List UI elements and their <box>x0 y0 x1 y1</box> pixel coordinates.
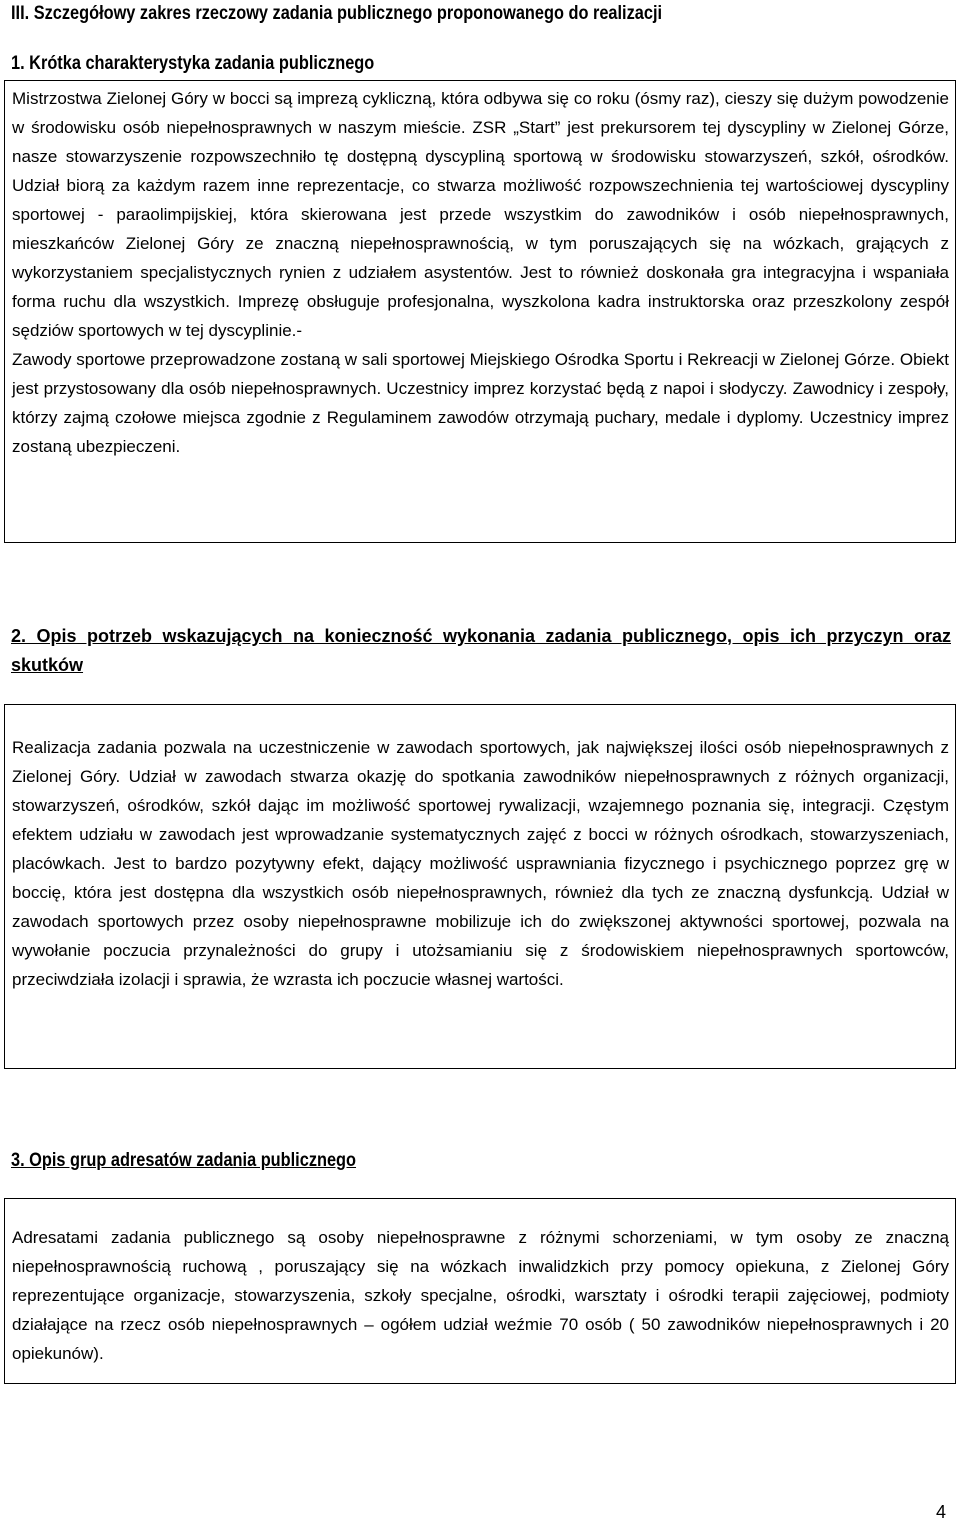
section-1-paragraph-2: Zawody sportowe przeprowadzone zostaną w sali sportowej Miejskiego Ośrodka Sportu i Rekreacji w Zielonej Górze. Obiekt jest przystosowany dla osób niepełnosprawnych. Uczestnicy imprez korzystać będą z napoi i słodyczy. Zawodnicy i zespoły, którzy zajmą czołowe miejsca zgodnie z Regulaminem zawodów otrzymają puchary, medale i dyplomy. Uczestnicy imprez zostaną ubezpieczeni. <box>12 350 949 456</box>
section-1-box <box>4 80 956 543</box>
section-2-paragraph-1: Realizacja zadania pozwala na uczestniczenie w zawodach sportowych, jak największej ilości osób niepełnosprawnych z Zielonej Góry. Udział w zawodach stwarza okazję do spotkania zawodników niepełnosprawnych z różnych organizacji, stowarzyszeń, ośrodków, szkół dając im możliwość sportowej rywalizacji, wzajemnego poznania się, integracji. Częstym efektem udziału w zawodach jest wprowadzanie systematycznych zajęć z bocci w różnych ośrodkach, stowarzyszeniach, placówkach. Jest to bardzo pozytywny efekt, dający możliwość usprawniania fizycznego i psychicznego poprzez grę w boccię, która jest dostępna dla wszystkich osób niepełnosprawnych, również dla tych ze znaczną dysfunkcją. Udział w zawodach sportowych przez osoby niepełnosprawne mobilizuje ich do zwiększonej aktywności sportowej, pozwala na wywołanie poczucia przynależności do grupy i utożsamianiu się z środowiskiem niepełnosprawnych sportowców, przeciwdziała izolacji i sprawia, że wzrasta ich poczucie własnej wartości. <box>12 738 949 989</box>
section-2-title: 2. Opis potrzeb wskazujących na konieczność wykonania zadania publicznego, opis ich przyczyn oraz skutków <box>11 626 951 675</box>
section-2-box <box>4 704 956 1069</box>
section-3-paragraph-1: Adresatami zadania publicznego są osoby niepełnosprawne z różnymi schorzeniami, w tym osoby ze znaczną niepełnosprawnością ruchową , poruszający się na wózkach inwalidzkich przy pomocy opiekuna, z Zielonej Góry reprezentujące organizacje, stowarzyszenia, szkoły specjalne, ośrodki, warsztaty i ośrodki terapii zajęciowej, podmioty działające na rzecz osób niepełnosprawnych – ogółem udział weźmie 70 osób ( 50 zawodników niepełnosprawnych i 20 opiekunów). <box>12 1228 949 1363</box>
page-number: 4 <box>935 1502 946 1522</box>
section-3-title: 3. Opis grup adresatów zadania publicznego <box>11 1150 357 1171</box>
section-3-box <box>4 1198 956 1384</box>
section-1-title: 1. Krótka charakterystyka zadania publicznego <box>11 53 375 74</box>
section-1-paragraph-1: Mistrzostwa Zielonej Góry w bocci są imprezą cykliczną, która odbywa się co roku (ósmy raz), cieszy się dużym powodzenie w środowisku osób niepełnosprawnych w naszym mieście. ZSR „Start” jest prekursorem tej dyscypliny w Zielonej Górze, nasze stowarzyszenie rozpowszechniło tę dostępną dyscypliną sportową w środowisku stowarzyszeń, szkół, ośrodków. Udział biorą za każdym razem inne reprezentacje, co stwarza możliwość rozpowszechnienia tej wartościowej dyscypliny sportowej - paraolimpijskiej, która skierowana jest przede wszystkim do zawodników i osób niepełnosprawnych, mieszkańców Zielonej Góry ze znaczną niepełnosprawnością, w tym poruszających się na wózkach, grających z wykorzystaniem specjalistycznych rynien z udziałem asystentów. Jest to również doskonała gra integracyjna i wspaniała forma ruchu dla wszystkich. Imprezę obsługuje profesjonalna, wyszkolona kadra instruktorska oraz przeszkolony zespół sędziów sportowych w tej dyscyplinie.- <box>12 89 949 340</box>
section-title: III. Szczegółowy zakres rzeczowy zadania publicznego proponowanego do realizacji <box>11 3 663 24</box>
